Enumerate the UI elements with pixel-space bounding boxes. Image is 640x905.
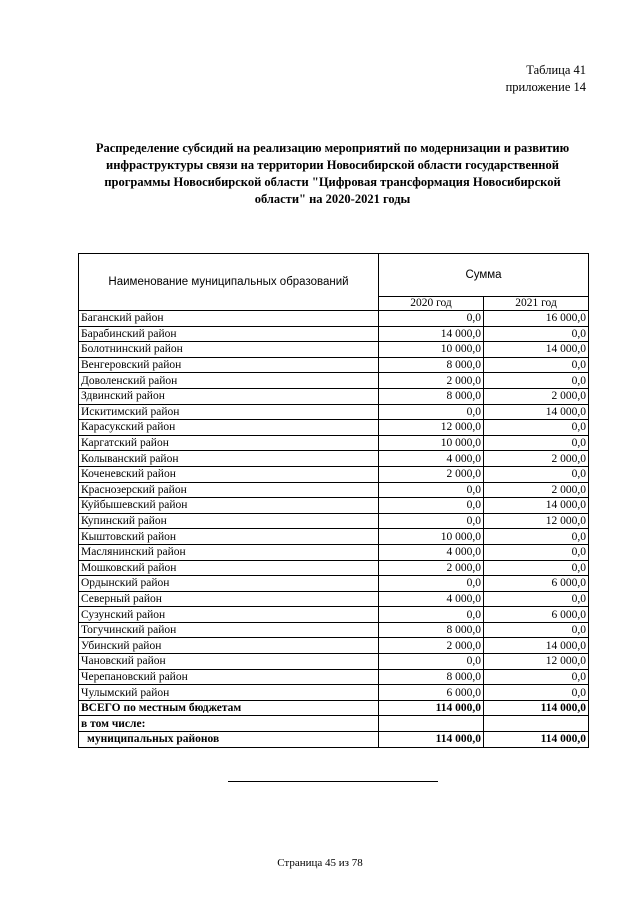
table-row xyxy=(79,404,589,420)
table-row xyxy=(79,591,589,607)
table-row xyxy=(79,529,589,545)
amount-2020: 2 000,0 xyxy=(379,560,484,576)
table-row xyxy=(79,622,589,638)
district-name: Здвинский район xyxy=(79,388,379,404)
district-name: Баганский район xyxy=(79,311,379,327)
header-name: Наименование муниципальных образований xyxy=(79,254,379,311)
amount-2020: 4 000,0 xyxy=(379,544,484,560)
district-name: Тогучинский район xyxy=(79,622,379,638)
table-row xyxy=(79,560,589,576)
amount-2020: 0,0 xyxy=(379,482,484,498)
district-name: Куйбышевский район xyxy=(79,498,379,514)
table-row xyxy=(79,451,589,467)
amount-2020: 2 000,0 xyxy=(379,638,484,654)
amount-2021: 0,0 xyxy=(484,326,589,342)
amount-2020: 0,0 xyxy=(379,404,484,420)
amount-2020: 0,0 xyxy=(379,311,484,327)
amount-2020: 10 000,0 xyxy=(379,435,484,451)
table-row xyxy=(79,388,589,404)
amount-2021: 0,0 xyxy=(484,357,589,373)
header-sum: Сумма xyxy=(379,254,589,297)
amount-2021: 0,0 xyxy=(484,685,589,701)
amount-2020: 2 000,0 xyxy=(379,466,484,482)
amount-2021: 6 000,0 xyxy=(484,576,589,592)
district-name: Ордынский район xyxy=(79,576,379,592)
header-2020: 2020 год xyxy=(379,297,484,311)
amount-2020: 0,0 xyxy=(379,576,484,592)
amount-2021: 16 000,0 xyxy=(484,311,589,327)
amount-2021: 0,0 xyxy=(484,420,589,436)
amount-2020: 6 000,0 xyxy=(379,685,484,701)
header-2021: 2021 год xyxy=(484,297,589,311)
table-row xyxy=(79,311,589,327)
amount-2020: 10 000,0 xyxy=(379,529,484,545)
amount-2020: 8 000,0 xyxy=(379,622,484,638)
municipal-row xyxy=(79,732,589,748)
amount-2021: 0,0 xyxy=(484,529,589,545)
district-name: Краснозерский район xyxy=(79,482,379,498)
amount-2020: 4 000,0 xyxy=(379,451,484,467)
divider-line xyxy=(228,781,438,782)
table-row xyxy=(79,498,589,514)
including-label: в том числе: xyxy=(79,716,379,732)
total-2021: 114 000,0 xyxy=(484,700,589,716)
table-row xyxy=(79,342,589,358)
amount-2020: 0,0 xyxy=(379,607,484,623)
district-name: Барабинский район xyxy=(79,326,379,342)
district-name: Венгеровский район xyxy=(79,357,379,373)
district-name: Убинский район xyxy=(79,638,379,654)
municipal-2020: 114 000,0 xyxy=(379,732,484,748)
district-name: Сузунский район xyxy=(79,607,379,623)
table-row xyxy=(79,685,589,701)
amount-2021: 14 000,0 xyxy=(484,638,589,654)
amount-2021: 0,0 xyxy=(484,435,589,451)
district-name: Колыванский район xyxy=(79,451,379,467)
page-number: Страница 45 из 78 xyxy=(277,857,363,869)
table-body xyxy=(79,311,589,701)
subsidy-table xyxy=(78,253,589,748)
district-name: Чулымский район xyxy=(79,685,379,701)
total-row xyxy=(79,700,589,716)
amount-2020: 8 000,0 xyxy=(379,388,484,404)
amount-2021: 2 000,0 xyxy=(484,451,589,467)
amount-2020: 10 000,0 xyxy=(379,342,484,358)
table-row xyxy=(79,638,589,654)
amount-2021: 14 000,0 xyxy=(484,498,589,514)
document-title: Распределение субсидий на реализацию мероприятий по модернизации и развитию инфраструктуры связи на территории Новосибирской области государственной программы Новосибирской области "Цифровая трансформация Новосибирской области" на 2020-2021 годы xyxy=(95,141,570,206)
district-name: Мошковский район xyxy=(79,560,379,576)
table-row xyxy=(79,420,589,436)
appendix-label: приложение 14 xyxy=(505,80,586,94)
amount-2020: 8 000,0 xyxy=(379,669,484,685)
amount-2021: 2 000,0 xyxy=(484,388,589,404)
amount-2021: 2 000,0 xyxy=(484,482,589,498)
amount-2021: 0,0 xyxy=(484,466,589,482)
district-name: Коченевский район xyxy=(79,466,379,482)
table-label: Таблица 41 xyxy=(526,63,586,77)
amount-2020: 8 000,0 xyxy=(379,357,484,373)
amount-2020: 0,0 xyxy=(379,654,484,670)
table-row xyxy=(79,435,589,451)
amount-2021: 0,0 xyxy=(484,373,589,389)
table-row xyxy=(79,576,589,592)
district-name: Черепановский район xyxy=(79,669,379,685)
table-row xyxy=(79,326,589,342)
district-name: Карасукский район xyxy=(79,420,379,436)
including-row xyxy=(79,716,589,732)
amount-2021: 0,0 xyxy=(484,544,589,560)
total-2020: 114 000,0 xyxy=(379,700,484,716)
municipal-label: муниципальных районов xyxy=(79,732,379,748)
amount-2020: 12 000,0 xyxy=(379,420,484,436)
table-row xyxy=(79,607,589,623)
district-name: Маслянинский район xyxy=(79,544,379,560)
total-label: ВСЕГО по местным бюджетам xyxy=(79,700,379,716)
amount-2021: 0,0 xyxy=(484,622,589,638)
district-name: Купинский район xyxy=(79,513,379,529)
district-name: Искитимский район xyxy=(79,404,379,420)
amount-2021: 14 000,0 xyxy=(484,404,589,420)
amount-2021: 14 000,0 xyxy=(484,342,589,358)
municipal-2021: 114 000,0 xyxy=(484,732,589,748)
amount-2020: 0,0 xyxy=(379,513,484,529)
table-row xyxy=(79,654,589,670)
table-row xyxy=(79,466,589,482)
table-row xyxy=(79,373,589,389)
district-name: Северный район xyxy=(79,591,379,607)
amount-2021: 0,0 xyxy=(484,591,589,607)
district-name: Кыштовский район xyxy=(79,529,379,545)
amount-2020: 4 000,0 xyxy=(379,591,484,607)
amount-2021: 12 000,0 xyxy=(484,654,589,670)
district-name: Чановский район xyxy=(79,654,379,670)
table-row xyxy=(79,544,589,560)
table-row xyxy=(79,513,589,529)
amount-2020: 0,0 xyxy=(379,498,484,514)
table-row xyxy=(79,669,589,685)
district-name: Каргатский район xyxy=(79,435,379,451)
district-name: Доволенский район xyxy=(79,373,379,389)
amount-2020: 14 000,0 xyxy=(379,326,484,342)
table-row xyxy=(79,357,589,373)
district-name: Болотнинский район xyxy=(79,342,379,358)
table-row xyxy=(79,482,589,498)
amount-2021: 12 000,0 xyxy=(484,513,589,529)
amount-2021: 0,0 xyxy=(484,560,589,576)
amount-2020: 2 000,0 xyxy=(379,373,484,389)
amount-2021: 6 000,0 xyxy=(484,607,589,623)
amount-2021: 0,0 xyxy=(484,669,589,685)
